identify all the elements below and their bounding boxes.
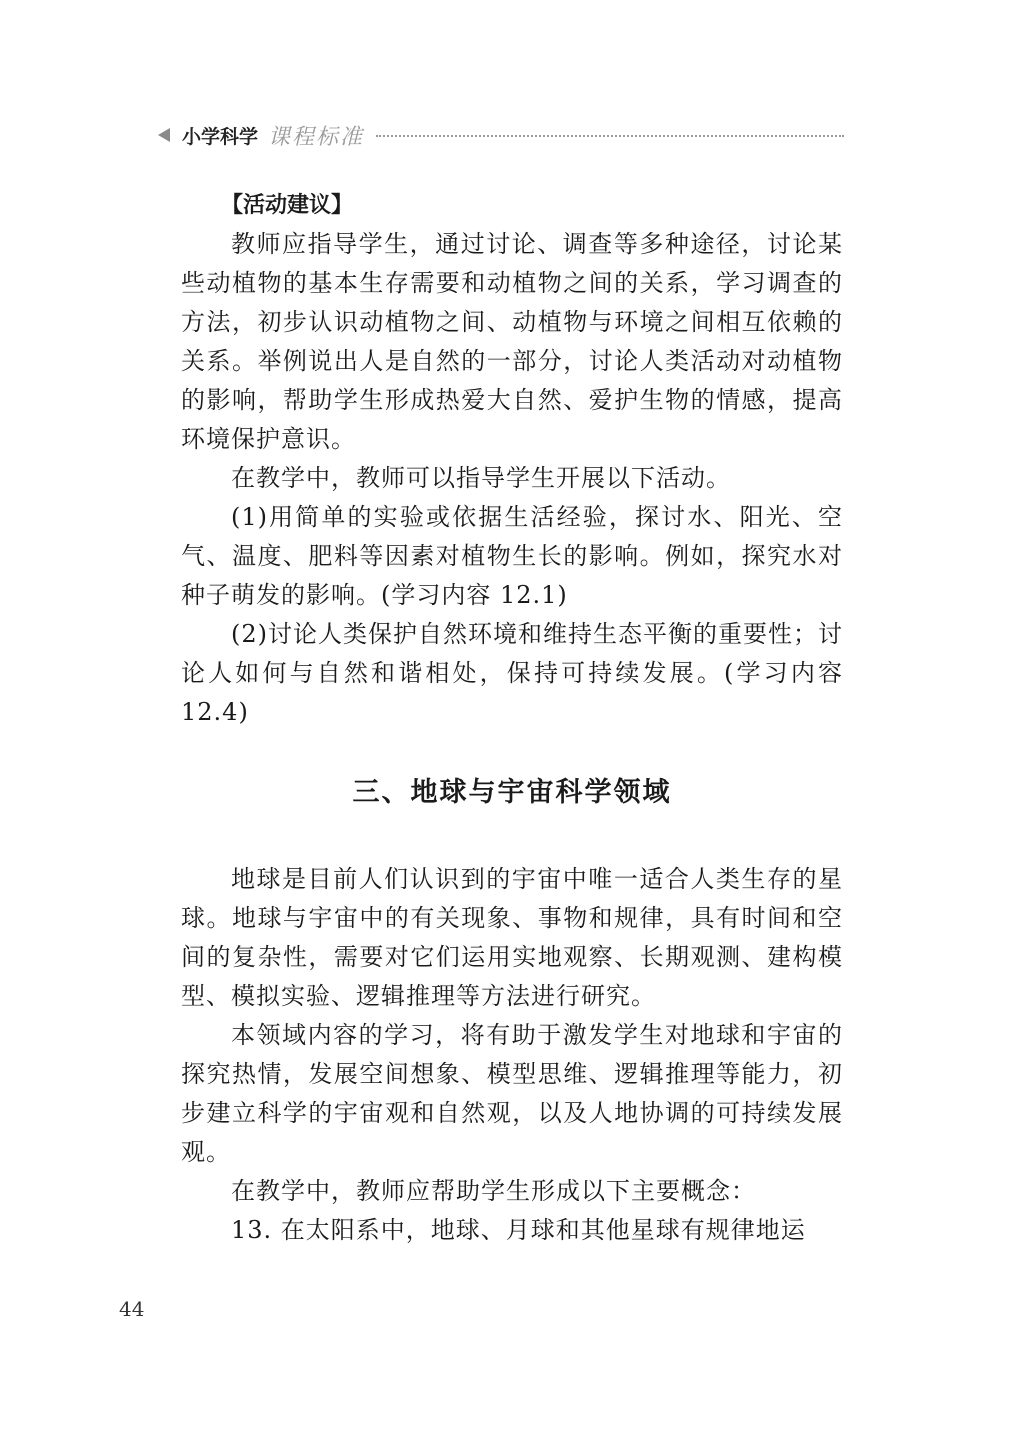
activity-item: (1)用简单的实验或依据生活经验，探讨水、阳光、空气、温度、肥料等因素对植物生长的影响。例如，探究水对种子萌发的影响。(学习内容 12.1) xyxy=(181,503,843,609)
section-paragraph: 地球是目前人们认识到的宇宙中唯一适合人类生存的星球。地球与宇宙中的有关现象、事物和规律，具有时间和空间的复杂性，需要对它们运用实地观察、长期观测、建构模型、模拟实验、逻辑推理等方法进行研究。 xyxy=(181,865,843,1010)
section-paragraph: 在教学中，教师应帮助学生形成以下主要概念： xyxy=(231,1177,756,1205)
running-header xyxy=(158,116,844,154)
page-number: 44 xyxy=(119,1297,145,1321)
header-dotted-rule xyxy=(376,135,844,137)
book-title: 课程标准 xyxy=(268,124,365,150)
section-title: 三、地球与宇宙科学领域 xyxy=(352,777,672,808)
activity-paragraph: 教师应指导学生，通过讨论、调查等多种途径，讨论某些动植物的基本生存需要和动植物之间的关系，学习调查的方法，初步认识动植物之间、动植物与环境之间相互依赖的关系。举例说出人是自然的一部分，讨论人类活动对动植物的影响，帮助学生形成热爱大自然、爱护生物的情感，提高环境保护意识。 xyxy=(181,230,843,453)
triangle-left-icon xyxy=(158,128,170,142)
activity-item: (2)讨论人类保护自然环境和维持生态平衡的重要性；讨论人如何与自然和谐相处，保持可持续发展。(学习内容 12.4) xyxy=(181,620,843,726)
activity-paragraph: 在教学中，教师可以指导学生开展以下活动。 xyxy=(231,464,731,492)
activity-heading: 【活动建议】 xyxy=(221,193,354,218)
series-title: 小学科学 xyxy=(182,125,259,148)
concept-item: 13. 在太阳系中，地球、月球和其他星球有规律地运 xyxy=(231,1216,806,1244)
section-paragraph: 本领域内容的学习，将有助于激发学生对地球和宇宙的探究热情，发展空间想象、模型思维、逻辑推理等能力，初步建立科学的宇宙观和自然观，以及人地协调的可持续发展观。 xyxy=(181,1021,843,1166)
page-body xyxy=(181,186,843,1250)
